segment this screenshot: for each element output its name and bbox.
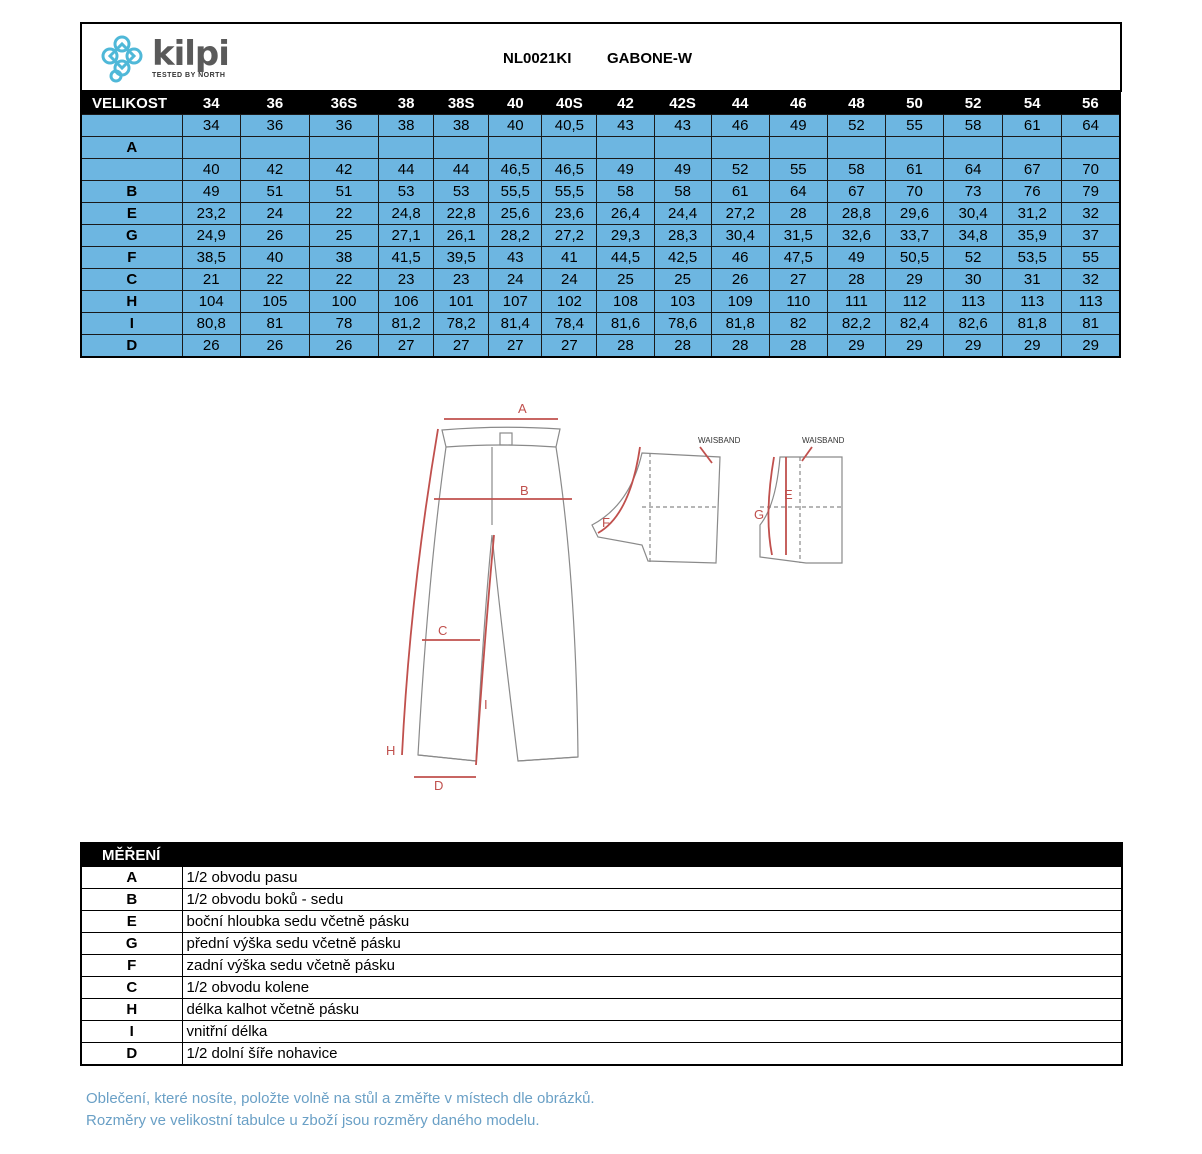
size-value-cell: 47,5 — [769, 247, 827, 269]
size-value-cell: 52 — [944, 247, 1003, 269]
size-value-cell: 79 — [1062, 181, 1120, 203]
size-value-cell: 25,6 — [489, 203, 542, 225]
size-value-cell: 49 — [182, 181, 240, 203]
size-header-cell: 38S — [434, 91, 489, 115]
size-value-cell: 28,2 — [489, 225, 542, 247]
size-value-cell: 100 — [309, 291, 378, 313]
size-value-cell: 73 — [944, 181, 1003, 203]
size-value-cell: 22,8 — [434, 203, 489, 225]
size-value-cell: 81,8 — [711, 313, 769, 335]
label-c: C — [438, 623, 448, 638]
size-value-cell: 55 — [769, 159, 827, 181]
notes — [86, 1088, 595, 1132]
size-value-cell — [885, 137, 943, 159]
size-value-cell: 27,2 — [711, 203, 769, 225]
measure-line-g — [768, 457, 774, 555]
size-value-cell: 27,2 — [542, 225, 597, 247]
size-value-cell: 82,4 — [885, 313, 943, 335]
row-label — [81, 115, 182, 137]
size-header-cell: 34 — [182, 91, 240, 115]
size-value-cell: 53 — [379, 181, 434, 203]
size-value-cell: 82,2 — [827, 313, 885, 335]
row-label: I — [81, 313, 182, 335]
size-value-cell: 23,2 — [182, 203, 240, 225]
legend-row — [81, 1021, 1122, 1043]
size-value-cell: 26,1 — [434, 225, 489, 247]
size-table-row — [81, 115, 1120, 137]
size-table-row — [81, 181, 1120, 203]
size-value-cell: 44 — [379, 159, 434, 181]
size-value-cell: 39,5 — [434, 247, 489, 269]
size-value-cell: 22 — [240, 269, 309, 291]
size-value-cell: 30,4 — [711, 225, 769, 247]
size-table-row — [81, 225, 1120, 247]
size-value-cell: 31,5 — [769, 225, 827, 247]
size-value-cell: 46 — [711, 247, 769, 269]
size-value-cell: 53 — [434, 181, 489, 203]
size-value-cell: 23 — [434, 269, 489, 291]
measurement-legend-table — [80, 842, 1123, 1066]
size-value-cell — [309, 137, 378, 159]
size-value-cell: 24 — [240, 203, 309, 225]
size-value-cell: 46,5 — [489, 159, 542, 181]
size-value-cell — [1062, 137, 1120, 159]
knot-logo-icon — [96, 32, 148, 84]
size-value-cell: 49 — [654, 159, 711, 181]
size-value-cell: 29 — [885, 335, 943, 358]
legend-code: D — [81, 1043, 182, 1066]
note-line-2: Rozměry ve velikostní tabulce u zboží jsou rozměry daného modelu. — [86, 1112, 540, 1129]
size-value-cell: 25 — [597, 269, 654, 291]
size-value-cell: 29 — [944, 335, 1003, 358]
size-header-cell: 46 — [769, 91, 827, 115]
size-table — [80, 90, 1121, 358]
size-value-cell: 82 — [769, 313, 827, 335]
size-table-row — [81, 137, 1120, 159]
size-value-cell: 109 — [711, 291, 769, 313]
size-header-cell: 50 — [885, 91, 943, 115]
size-value-cell: 55 — [885, 115, 943, 137]
legend-row — [81, 1043, 1122, 1066]
size-value-cell: 40 — [182, 159, 240, 181]
waistband-pointer-2 — [802, 447, 812, 461]
row-label: H — [81, 291, 182, 313]
size-value-cell: 52 — [711, 159, 769, 181]
size-value-cell: 103 — [654, 291, 711, 313]
label-e: E — [784, 487, 793, 502]
note-line-1: Oblečení, které nosíte, položte volně na stůl a změřte v místech dle obrázků. — [86, 1090, 595, 1107]
legend-description: 1/2 obvodu pasu — [182, 867, 1122, 889]
size-value-cell: 113 — [944, 291, 1003, 313]
size-value-cell: 26 — [240, 225, 309, 247]
size-value-cell: 27 — [434, 335, 489, 358]
size-value-cell: 55,5 — [542, 181, 597, 203]
size-value-cell: 21 — [182, 269, 240, 291]
size-header-cell: 52 — [944, 91, 1003, 115]
size-value-cell: 55 — [1062, 247, 1120, 269]
size-value-cell: 44,5 — [597, 247, 654, 269]
size-value-cell: 24,4 — [654, 203, 711, 225]
size-value-cell: 61 — [1003, 115, 1062, 137]
legend-row — [81, 911, 1122, 933]
size-value-cell: 61 — [885, 159, 943, 181]
size-value-cell: 26 — [711, 269, 769, 291]
label-b: B — [520, 483, 529, 498]
label-h: H — [386, 743, 396, 758]
size-value-cell: 38 — [434, 115, 489, 137]
waistband-pointer-1 — [700, 447, 712, 463]
legend-code: H — [81, 999, 182, 1021]
size-value-cell: 64 — [1062, 115, 1120, 137]
legend-description: boční hloubka sedu včetně pásku — [182, 911, 1122, 933]
legend-description: přední výška sedu včetně pásku — [182, 933, 1122, 955]
label-g: G — [754, 507, 765, 522]
size-value-cell — [769, 137, 827, 159]
legend-row — [81, 933, 1122, 955]
size-value-cell: 25 — [309, 225, 378, 247]
size-value-cell: 105 — [240, 291, 309, 313]
measure-lines — [402, 419, 812, 777]
size-value-cell: 112 — [885, 291, 943, 313]
size-value-cell — [434, 137, 489, 159]
size-value-cell: 67 — [827, 181, 885, 203]
brand-name: kilpi — [152, 34, 229, 74]
row-label: A — [81, 137, 182, 159]
size-value-cell: 24 — [542, 269, 597, 291]
size-value-cell: 49 — [769, 115, 827, 137]
size-value-cell: 43 — [597, 115, 654, 137]
size-header-cell: 42S — [654, 91, 711, 115]
size-value-cell: 26 — [309, 335, 378, 358]
size-value-cell: 50,5 — [885, 247, 943, 269]
size-value-cell — [711, 137, 769, 159]
size-value-cell: 43 — [654, 115, 711, 137]
size-value-cell: 22 — [309, 203, 378, 225]
size-value-cell — [240, 137, 309, 159]
size-value-cell: 28 — [769, 203, 827, 225]
size-value-cell: 78,4 — [542, 313, 597, 335]
size-value-cell: 67 — [1003, 159, 1062, 181]
size-value-cell — [379, 137, 434, 159]
size-value-cell: 27 — [769, 269, 827, 291]
size-header-cell: 56 — [1062, 91, 1120, 115]
size-value-cell: 25 — [654, 269, 711, 291]
size-value-cell: 81 — [1062, 313, 1120, 335]
header-box — [80, 22, 1122, 92]
size-value-cell: 52 — [827, 115, 885, 137]
size-header-cell: 42 — [597, 91, 654, 115]
trousers-outline — [418, 427, 842, 761]
brand-tagline: TESTED BY NORTH — [152, 72, 226, 79]
size-value-cell: 23,6 — [542, 203, 597, 225]
size-value-cell: 28 — [654, 335, 711, 358]
size-value-cell: 32 — [1062, 269, 1120, 291]
size-value-cell: 26 — [182, 335, 240, 358]
size-value-cell — [654, 137, 711, 159]
size-value-cell: 81,4 — [489, 313, 542, 335]
size-value-cell: 35,9 — [1003, 225, 1062, 247]
size-value-cell: 28,3 — [654, 225, 711, 247]
size-value-cell: 40 — [489, 115, 542, 137]
size-value-cell: 26 — [240, 335, 309, 358]
size-value-cell: 76 — [1003, 181, 1062, 203]
legend-row — [81, 955, 1122, 977]
size-value-cell: 24 — [489, 269, 542, 291]
product-code: NL0021KI — [503, 50, 572, 67]
size-header-row — [81, 91, 1120, 115]
size-value-cell: 41,5 — [379, 247, 434, 269]
size-value-cell: 78,2 — [434, 313, 489, 335]
legend-description: 1/2 dolní šíře nohavice — [182, 1043, 1122, 1066]
size-table-row — [81, 203, 1120, 225]
size-value-cell — [597, 137, 654, 159]
size-value-cell: 36 — [309, 115, 378, 137]
size-value-cell — [182, 137, 240, 159]
size-value-cell: 27 — [489, 335, 542, 358]
size-table-row — [81, 269, 1120, 291]
row-label: E — [81, 203, 182, 225]
size-value-cell: 38 — [309, 247, 378, 269]
size-value-cell: 70 — [1062, 159, 1120, 181]
size-value-cell: 111 — [827, 291, 885, 313]
size-value-cell: 37 — [1062, 225, 1120, 247]
legend-code: A — [81, 867, 182, 889]
label-f: F — [602, 515, 610, 530]
size-value-cell: 24,9 — [182, 225, 240, 247]
measure-line-h — [402, 429, 438, 755]
legend-row — [81, 889, 1122, 911]
waistband-label-2: WAISBAND — [802, 436, 845, 445]
size-value-cell: 44 — [434, 159, 489, 181]
size-value-cell: 27 — [542, 335, 597, 358]
legend-code: G — [81, 933, 182, 955]
size-value-cell: 36 — [240, 115, 309, 137]
size-value-cell: 29 — [885, 269, 943, 291]
legend-title: MĚŘENÍ — [81, 843, 182, 867]
size-value-cell: 28,8 — [827, 203, 885, 225]
size-value-cell: 61 — [711, 181, 769, 203]
size-value-cell: 33,7 — [885, 225, 943, 247]
size-value-cell: 24,8 — [379, 203, 434, 225]
legend-description: vnitřní délka — [182, 1021, 1122, 1043]
size-value-cell: 106 — [379, 291, 434, 313]
size-table-row — [81, 335, 1120, 358]
size-value-cell: 26,4 — [597, 203, 654, 225]
size-header-cell: 48 — [827, 91, 885, 115]
size-value-cell: 28 — [711, 335, 769, 358]
legend-description: 1/2 obvodu kolene — [182, 977, 1122, 999]
size-value-cell: 78 — [309, 313, 378, 335]
size-value-cell: 27 — [379, 335, 434, 358]
size-value-cell: 34,8 — [944, 225, 1003, 247]
legend-header-row — [81, 843, 1122, 867]
size-value-cell: 81,6 — [597, 313, 654, 335]
size-value-cell: 78,6 — [654, 313, 711, 335]
size-value-cell: 42,5 — [654, 247, 711, 269]
size-value-cell: 28 — [827, 269, 885, 291]
size-value-cell: 31,2 — [1003, 203, 1062, 225]
size-value-cell: 81 — [240, 313, 309, 335]
size-value-cell: 107 — [489, 291, 542, 313]
legend-row — [81, 977, 1122, 999]
size-value-cell: 29,3 — [597, 225, 654, 247]
size-value-cell: 28 — [597, 335, 654, 358]
row-label: B — [81, 181, 182, 203]
size-value-cell: 49 — [597, 159, 654, 181]
size-value-cell: 22 — [309, 269, 378, 291]
size-value-cell: 58 — [944, 115, 1003, 137]
size-table-row — [81, 159, 1120, 181]
size-value-cell: 51 — [309, 181, 378, 203]
size-value-cell: 41 — [542, 247, 597, 269]
size-value-cell — [489, 137, 542, 159]
label-i: I — [484, 697, 488, 712]
size-header-cell: 36S — [309, 91, 378, 115]
size-value-cell: 110 — [769, 291, 827, 313]
size-value-cell: 49 — [827, 247, 885, 269]
size-value-cell: 81,8 — [1003, 313, 1062, 335]
size-header-cell: 40S — [542, 91, 597, 115]
size-value-cell: 113 — [1003, 291, 1062, 313]
product-model: GABONE-W — [607, 50, 692, 67]
size-value-cell: 32 — [1062, 203, 1120, 225]
size-value-cell: 29 — [827, 335, 885, 358]
size-value-cell: 23 — [379, 269, 434, 291]
legend-description: zadní výška sedu včetně pásku — [182, 955, 1122, 977]
size-value-cell: 43 — [489, 247, 542, 269]
size-value-cell: 53,5 — [1003, 247, 1062, 269]
size-value-cell: 30 — [944, 269, 1003, 291]
size-value-cell: 29,6 — [885, 203, 943, 225]
size-value-cell: 58 — [827, 159, 885, 181]
row-label: F — [81, 247, 182, 269]
size-value-cell: 64 — [769, 181, 827, 203]
legend-code: C — [81, 977, 182, 999]
size-header-cell: 40 — [489, 91, 542, 115]
waistband-label-1: WAISBAND — [698, 436, 741, 445]
size-value-cell: 42 — [309, 159, 378, 181]
kilpi-logo — [96, 32, 236, 84]
size-value-cell: 28 — [769, 335, 827, 358]
size-value-cell: 29 — [1003, 335, 1062, 358]
size-value-cell: 82,6 — [944, 313, 1003, 335]
size-header-cell: 38 — [379, 91, 434, 115]
size-value-cell: 29 — [1062, 335, 1120, 358]
legend-code: I — [81, 1021, 182, 1043]
size-value-cell: 32,6 — [827, 225, 885, 247]
size-value-cell: 40 — [240, 247, 309, 269]
size-value-cell: 51 — [240, 181, 309, 203]
size-table-row — [81, 291, 1120, 313]
size-header-label: VELIKOST — [81, 91, 182, 115]
trousers-measurement-diagram — [380, 395, 860, 795]
size-value-cell: 30,4 — [944, 203, 1003, 225]
size-value-cell: 40,5 — [542, 115, 597, 137]
size-value-cell: 81,2 — [379, 313, 434, 335]
size-value-cell: 58 — [654, 181, 711, 203]
size-value-cell: 102 — [542, 291, 597, 313]
row-label — [81, 159, 182, 181]
size-value-cell: 38,5 — [182, 247, 240, 269]
size-value-cell: 27,1 — [379, 225, 434, 247]
size-value-cell — [827, 137, 885, 159]
measure-line-i — [476, 535, 494, 765]
legend-description: délka kalhot včetně pásku — [182, 999, 1122, 1021]
size-value-cell: 101 — [434, 291, 489, 313]
label-d: D — [434, 778, 444, 793]
size-value-cell: 34 — [182, 115, 240, 137]
size-value-cell — [944, 137, 1003, 159]
size-value-cell — [542, 137, 597, 159]
size-value-cell: 31 — [1003, 269, 1062, 291]
label-a: A — [518, 401, 527, 416]
row-label: D — [81, 335, 182, 358]
legend-code: F — [81, 955, 182, 977]
row-label: C — [81, 269, 182, 291]
size-value-cell: 42 — [240, 159, 309, 181]
legend-header-spacer — [182, 843, 1122, 867]
size-value-cell — [1003, 137, 1062, 159]
legend-code: B — [81, 889, 182, 911]
size-header-cell: 54 — [1003, 91, 1062, 115]
size-value-cell: 64 — [944, 159, 1003, 181]
size-value-cell: 58 — [597, 181, 654, 203]
size-value-cell: 80,8 — [182, 313, 240, 335]
size-value-cell: 38 — [379, 115, 434, 137]
size-header-cell: 44 — [711, 91, 769, 115]
size-header-cell: 36 — [240, 91, 309, 115]
legend-row — [81, 867, 1122, 889]
size-table-row — [81, 247, 1120, 269]
legend-code: E — [81, 911, 182, 933]
row-label: G — [81, 225, 182, 247]
size-value-cell: 108 — [597, 291, 654, 313]
size-value-cell: 113 — [1062, 291, 1120, 313]
size-value-cell: 70 — [885, 181, 943, 203]
size-value-cell: 46 — [711, 115, 769, 137]
size-value-cell: 104 — [182, 291, 240, 313]
legend-description: 1/2 obvodu boků - sedu — [182, 889, 1122, 911]
size-table-row — [81, 313, 1120, 335]
size-value-cell: 46,5 — [542, 159, 597, 181]
legend-row — [81, 999, 1122, 1021]
size-value-cell: 55,5 — [489, 181, 542, 203]
